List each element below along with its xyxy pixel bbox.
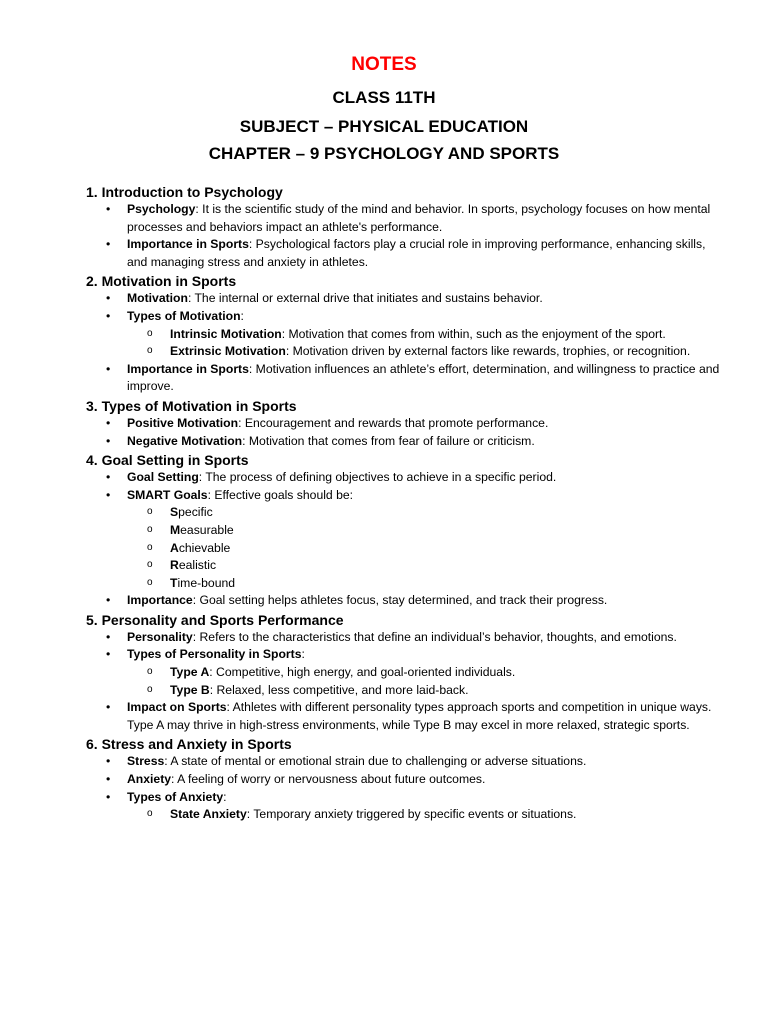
- term: Type A: [170, 665, 210, 680]
- term: Psychology: [127, 202, 196, 216]
- notes-content: [86, 183, 726, 825]
- list-item: [86, 699, 726, 734]
- sub-list-item: [86, 522, 726, 540]
- smart-letter: M: [170, 522, 181, 537]
- term: Intrinsic Motivation: [170, 326, 282, 341]
- section-title: 6. Stress and Anxiety in Sports: [86, 736, 292, 753]
- definition: :: [240, 308, 244, 323]
- list-item: [86, 433, 726, 451]
- definition: : The internal or external drive that initiates and sustains behavior.: [187, 291, 543, 306]
- term: Stress: [127, 754, 165, 769]
- term: Types of Personality in Sports: [127, 647, 302, 662]
- smart-letter: R: [170, 558, 179, 573]
- definition: : It is the scientific study of the mind and behavior. In sports, psychology focuses on how mental processes and behaviors impact an athlete's performance.: [127, 202, 711, 234]
- definition: : Psychological factors play a crucial role in improving performance, enhancing skills, and managing stress and anxiety in athletes.: [127, 237, 706, 269]
- bullet-list: [86, 290, 726, 396]
- smart-rest: easurable: [180, 522, 234, 537]
- sub-list-item: [86, 806, 726, 824]
- list-item: [86, 629, 726, 647]
- definition: : Motivation that comes from fear of failure or criticism.: [242, 433, 535, 448]
- sub-list-item: [86, 682, 726, 700]
- term: Negative Motivation: [127, 433, 243, 448]
- term: Goal Setting: [127, 470, 199, 485]
- term: Importance: [127, 593, 193, 608]
- sub-list-item: [86, 343, 726, 361]
- list-item: [86, 290, 726, 308]
- term: Types of Anxiety: [127, 789, 224, 804]
- section-title: 2. Motivation in Sports: [86, 273, 237, 290]
- sub-list-item: [86, 540, 726, 558]
- smart-letter: S: [170, 505, 179, 520]
- list-item: [86, 469, 726, 487]
- section-title: 1. Introduction to Psychology: [86, 184, 283, 200]
- definition: : Motivation driven by external factors like rewards, trophies, or recognition.: [285, 344, 691, 359]
- bullet-list: [86, 415, 726, 450]
- definition: : Competitive, high energy, and goal-oriented individuals.: [209, 665, 516, 680]
- bullet-list: [86, 201, 726, 271]
- definition: : Temporary anxiety triggered by specific events or situations.: [246, 807, 577, 822]
- term: Positive Motivation: [127, 415, 239, 430]
- section-motivation: [86, 272, 726, 396]
- list-item: [86, 789, 726, 807]
- definition: : Athletes with different personality types approach sports and competition in unique ways. Type A may thrive in high-stress environments, while Type B may excel in more relaxed, strategic sports.: [127, 700, 712, 732]
- class-heading: CLASS 11TH: [332, 88, 436, 107]
- subject-heading: SUBJECT – PHYSICAL EDUCATION: [239, 117, 529, 136]
- section-introduction: [86, 183, 726, 271]
- section-types-of-motivation: [86, 397, 726, 450]
- list-item: [86, 646, 726, 664]
- definition: : The process of defining objectives to achieve in a specific period.: [198, 470, 557, 485]
- term: Extrinsic Motivation: [170, 344, 286, 359]
- definition: : Encouragement and rewards that promote performance.: [238, 415, 549, 430]
- list-item: [86, 361, 726, 396]
- definition: : A feeling of worry or nervousness about future outcomes.: [171, 772, 486, 787]
- smart-rest: pecific: [178, 505, 213, 520]
- term: State Anxiety: [170, 807, 247, 822]
- bullet-list: [86, 629, 726, 735]
- list-item: [86, 308, 726, 326]
- definition: : Refers to the characteristics that define an individual’s behavior, thoughts, and emotions.: [192, 629, 677, 644]
- term: SMART Goals: [127, 487, 208, 502]
- smart-rest: chievable: [178, 540, 231, 555]
- list-item: [86, 236, 726, 271]
- term: Type B: [170, 682, 210, 697]
- sub-list-item: [86, 557, 726, 575]
- term: Anxiety: [127, 772, 172, 787]
- definition: : Effective goals should be:: [207, 487, 354, 502]
- list-item: [86, 753, 726, 771]
- definition: : Goal setting helps athletes focus, stay determined, and track their progress.: [192, 593, 608, 608]
- definition: : Motivation influences an athlete’s effort, determination, and willingness to practice and improve.: [127, 361, 720, 394]
- sub-list-item: [86, 575, 726, 593]
- definition: : Motivation that comes from within, such as the enjoyment of the sport.: [281, 326, 666, 341]
- sub-list-item: [86, 326, 726, 344]
- smart-rest: ime-bound: [177, 575, 236, 590]
- section-personality: [86, 611, 726, 735]
- term: Importance in Sports: [127, 237, 249, 252]
- definition: :: [223, 789, 227, 804]
- notes-heading: NOTES: [351, 54, 417, 75]
- definition: :: [301, 647, 305, 662]
- section-title: 5. Personality and Sports Performance: [86, 611, 344, 628]
- list-item: [86, 487, 726, 505]
- bullet-list: [86, 753, 726, 823]
- term: Importance in Sports: [127, 361, 249, 376]
- sub-list-item: [86, 504, 726, 522]
- definition: : A state of mental or emotional strain due to challenging or adverse situations.: [164, 754, 587, 769]
- list-item: [86, 592, 726, 610]
- definition: : Relaxed, less competitive, and more laid-back.: [209, 682, 469, 697]
- sub-list-item: [86, 664, 726, 682]
- list-item: [86, 201, 726, 236]
- list-item: [86, 415, 726, 433]
- term: Personality: [127, 629, 193, 644]
- chapter-heading: CHAPTER – 9 PSYCHOLOGY AND SPORTS: [208, 144, 560, 163]
- section-title: 4. Goal Setting in Sports: [86, 452, 249, 469]
- section-title: 3. Types of Motivation in Sports: [86, 397, 297, 414]
- smart-letter: T: [170, 575, 178, 590]
- section-goal-setting: [86, 451, 726, 610]
- term: Motivation: [127, 291, 188, 306]
- bullet-list: [86, 469, 726, 610]
- section-stress-anxiety: [86, 735, 726, 823]
- list-item: [86, 771, 726, 789]
- term: Impact on Sports: [127, 700, 227, 715]
- smart-rest: ealistic: [178, 558, 217, 573]
- term: Types of Motivation: [127, 308, 241, 323]
- smart-letter: A: [170, 540, 179, 555]
